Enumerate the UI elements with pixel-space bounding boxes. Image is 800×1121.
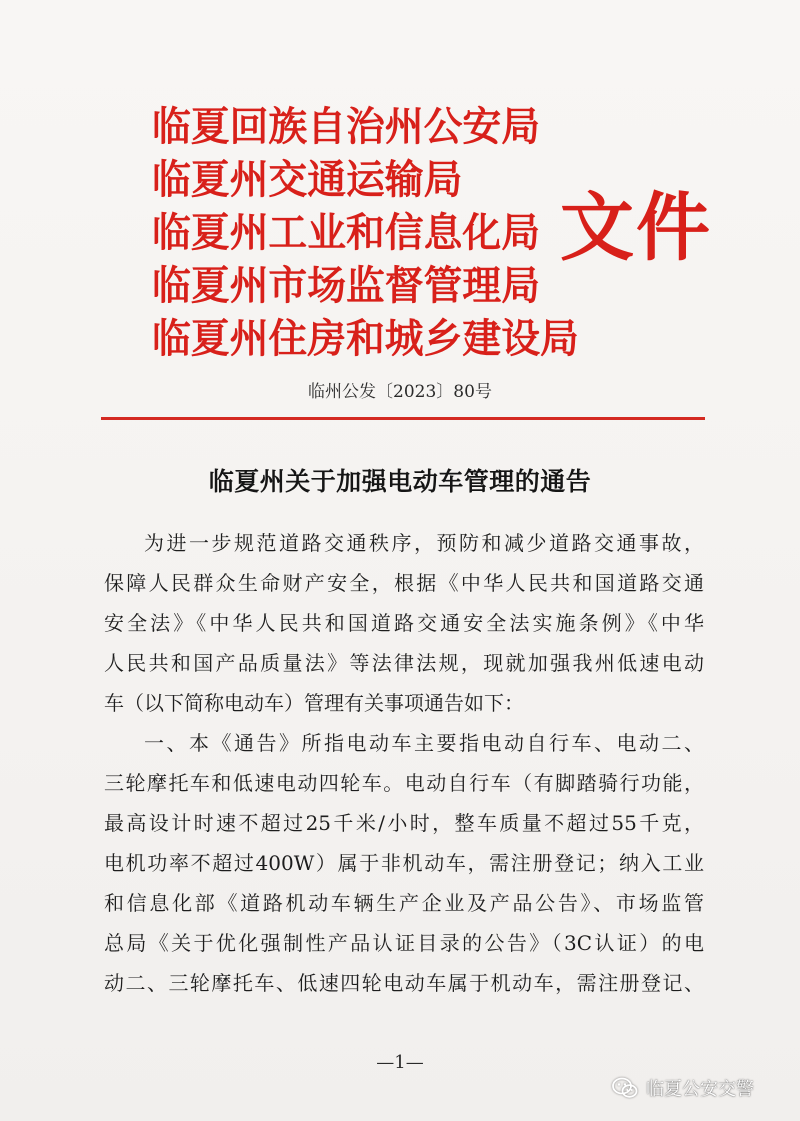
body-line: 一、本《通告》所指电动车主要指电动自行车、电动二、 bbox=[144, 731, 704, 755]
watermark-text: 临夏公安交警 bbox=[646, 1079, 754, 1100]
issuer-public-security: 临夏回族自治州公安局 bbox=[152, 103, 540, 150]
body-line: 人民共和国产品质量法》等法律法规，现就加强我州低速电动 bbox=[104, 651, 704, 675]
issuer-housing-construction: 临夏州住房和城乡建设局 bbox=[152, 315, 579, 362]
body-line: 电机功率不超过400W）属于非机动车，需注册登记；纳入工业 bbox=[104, 851, 704, 875]
page-number: —1— bbox=[376, 1052, 424, 1073]
body-line: 最高设计时速不超过25千米/小时，整车质量不超过55千克， bbox=[104, 811, 704, 835]
document-type-label: 文件 bbox=[560, 185, 712, 271]
header-divider bbox=[101, 417, 705, 420]
page-title: 临夏州关于加强电动车管理的通告 bbox=[208, 467, 592, 496]
issuer-market-supervision: 临夏州市场监督管理局 bbox=[152, 262, 540, 309]
body-line: 安全法》《中华人民共和国道路交通安全法实施条例》《中华 bbox=[104, 611, 704, 635]
source-watermark bbox=[612, 1074, 754, 1102]
issuing-authorities bbox=[152, 100, 579, 365]
body-line: 为进一步规范道路交通秩序，预防和减少道路交通事故， bbox=[144, 531, 704, 555]
body-line: 和信息化部《道路机动车辆生产企业及产品公告》、市场监管 bbox=[104, 891, 704, 915]
issuer-transport: 临夏州交通运输局 bbox=[152, 156, 463, 203]
body-line: 三轮摩托车和低速电动四轮车。电动自行车（有脚踏骑行功能， bbox=[104, 771, 704, 795]
document-body bbox=[104, 523, 704, 1003]
wechat-icon bbox=[612, 1077, 638, 1099]
body-line: 车（以下简称电动车）管理有关事项通告如下： bbox=[104, 691, 524, 715]
body-line: 总局《关于优化强制性产品认证目录的公告》（3C认证）的电 bbox=[104, 931, 704, 955]
body-line: 保障人民群众生命财产安全，根据《中华人民共和国道路交通 bbox=[104, 571, 704, 595]
body-line: 动二、三轮摩托车、低速四轮电动车属于机动车，需注册登记、 bbox=[104, 971, 704, 995]
document-number: 临州公发〔2023〕80号 bbox=[308, 382, 492, 402]
issuer-industry-it: 临夏州工业和信息化局 bbox=[152, 209, 540, 256]
